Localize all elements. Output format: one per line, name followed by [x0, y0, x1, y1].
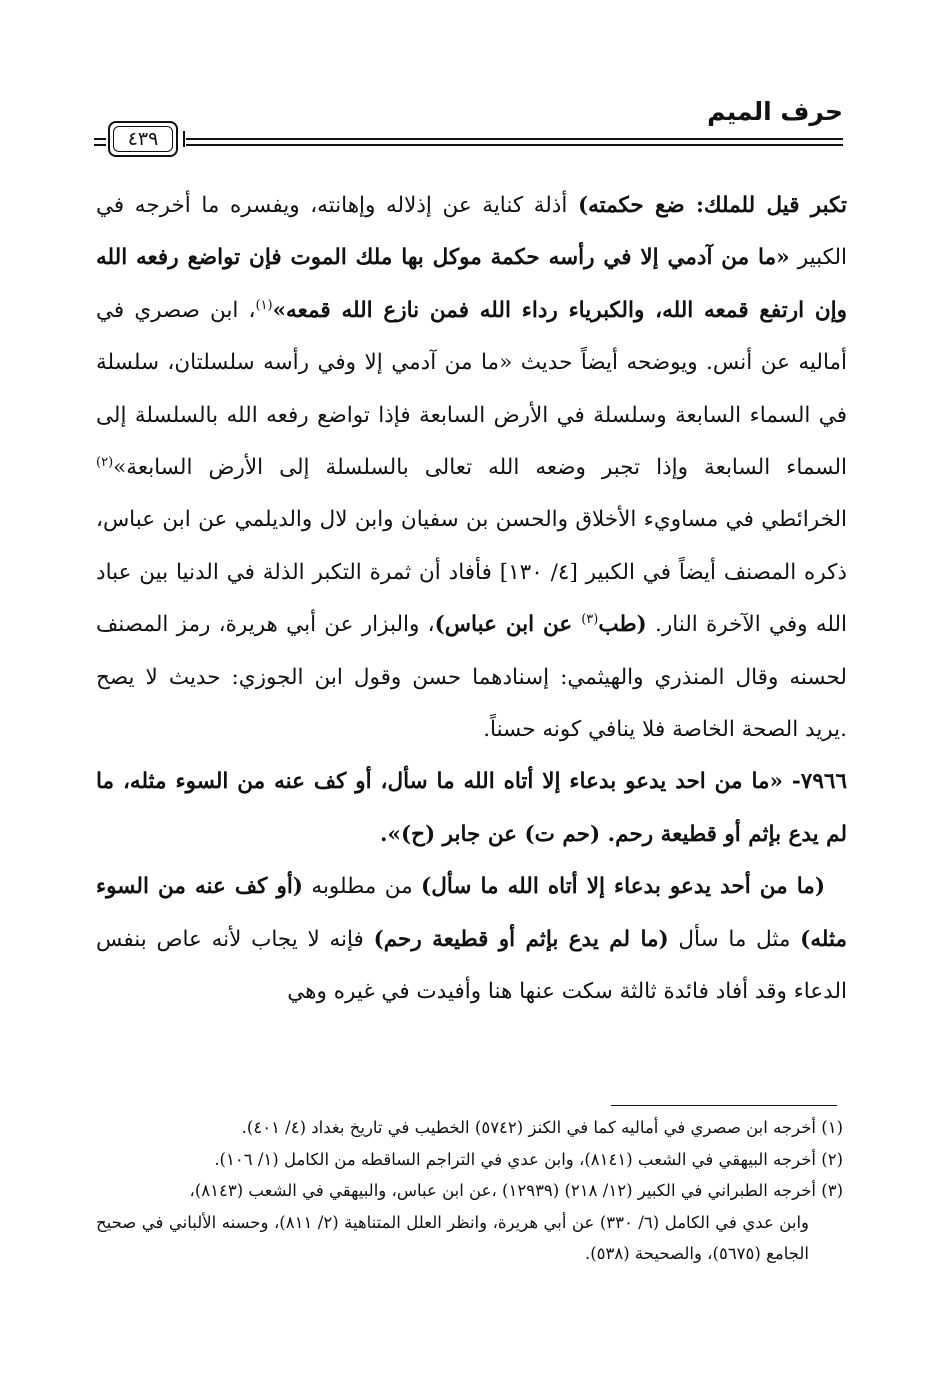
footnote-marker-1: (١) — [255, 297, 273, 313]
hadith-text: ٧٩٦٦- «ما من احد يدعو بدعاء إلا أتاه الله ما سأل، أو كف عنه من السوء مثله، ما لم يدع بإثم أو قطيعة رحم. (حم ت) عن جابر (ح)». — [96, 769, 847, 847]
quoted-hadith-text: «ما من آدمي إلا في رأسه حكمة موكل بها ملك الموت فإن تواضع رفعه الله وإن ارتفع قمعه الله، والكبرياء رداء الله فمن نازع الله قمعه» — [96, 245, 847, 323]
page-number-frame — [108, 121, 178, 157]
quoted-hadith-text: تكبر قيل للملك: ضع حكمته) — [577, 193, 847, 218]
quoted-hadith-text: (ما من أحد يدعو بدعاء إلا أتاه الله ما سأل) — [421, 874, 825, 900]
header-double-rule — [186, 138, 843, 146]
source-reference: عن ابن عباس) — [434, 612, 582, 638]
footnote-marker-3: (٣) — [581, 612, 599, 628]
source-reference: (طب — [598, 612, 647, 638]
main-text — [96, 180, 847, 1019]
commentary-paragraph-1 — [96, 180, 847, 756]
footnote-2: (٢) أخرجه البيهقي في الشعب (٨١٤١)، وابن عدي في التراجم الساقطه من الكامل (١/ ١٠٦). — [214, 1149, 843, 1169]
commentary-text: مثل ما سأل — [668, 926, 801, 952]
commentary-text: أذلة كناية عن إذلاله وإهانته، ويفسره ما أخرجه في الكبير — [96, 193, 847, 271]
commentary-text: فإنه لا يجاب لأنه عاص بنفس الدعاء وقد أفاد فائدة ثالثة سكت عنها هنا وأفيدت في غيره وهي — [96, 926, 847, 1005]
footnote-1: (١) أخرجه ابن صصري في أماليه كما في الكنز (٥٧٤٢) الخطيب في تاريخ بغداد (٤/ ٤٠١). — [241, 1118, 843, 1137]
quoted-hadith-text: (ما لم يدع بإثم أو قطيعة رحم) — [373, 926, 669, 952]
quoted-hadith-text: (أو كف عنه من السوء مثله) — [96, 874, 847, 952]
hadith-entry-7966 — [96, 756, 847, 861]
footnote-separator — [611, 1105, 837, 1106]
commentary-text: ، ابن صصري في أماليه عن أنس. ويوضحه أيضاً حديث «ما من آدمي إلا وفي رأسه سلسلتان، سلسلة في السماء السابعة وسلسلة في الأرض السابعة فإذا تواضع رفعه الله بالسلسلة إلى السماء السابعة وإذا تجبر وضعه الله تعالى بالسلسلة إلى الأرض السابعة» — [96, 297, 847, 481]
commentary-text: ، والبزار عن أبي هريرة، رمز المصنف لحسنه وقال المنذري والهيثمي: إسنادهما حسن وقول ابن الجوزي: حديث لا يصح .يريد الصحة الخاصة فلا ينافي كونه حسناً. — [96, 612, 847, 743]
footnotes — [96, 1112, 843, 1270]
commentary-text: الخرائطي في مساويء الأخلاق والحسن بن سفيان وابن لال والديلمي عن ابن عباس، ذكره المصنف أيضاً في الكبير [٤/ ١٣٠] فأفاد أن ثمرة التكبر الذلة في الدنيا بين عباد الله وفي الآخرة النار. — [96, 507, 847, 638]
chapter-header-title: حرف الميم — [707, 97, 843, 126]
footnote-marker-2: (٢) — [96, 454, 114, 470]
header-rule-end-mark — [94, 138, 106, 146]
footnote-3: (٣) أخرجه الطبراني في الكبير (١٢/ ٢١٨) (١٢٩٣٩) ،عن ابن عباس، والبيهقي في الشعب (٨١٤٣)، — [189, 1181, 843, 1201]
commentary-paragraph-2 — [96, 861, 847, 1018]
commentary-text: من مطلوبه — [302, 874, 422, 900]
page-number: ٤٣٩ — [127, 128, 159, 150]
footnote-3-continued: وابن عدي في الكامل (٦/ ٣٣٠) عن أبي هريرة، وانظر العلل المتناهية (٢/ ٨١١)، وحسنه الألباني في صحيح الجامع (٥٦٧٥)، والصحيحة (٥٣٨). — [96, 1212, 809, 1264]
